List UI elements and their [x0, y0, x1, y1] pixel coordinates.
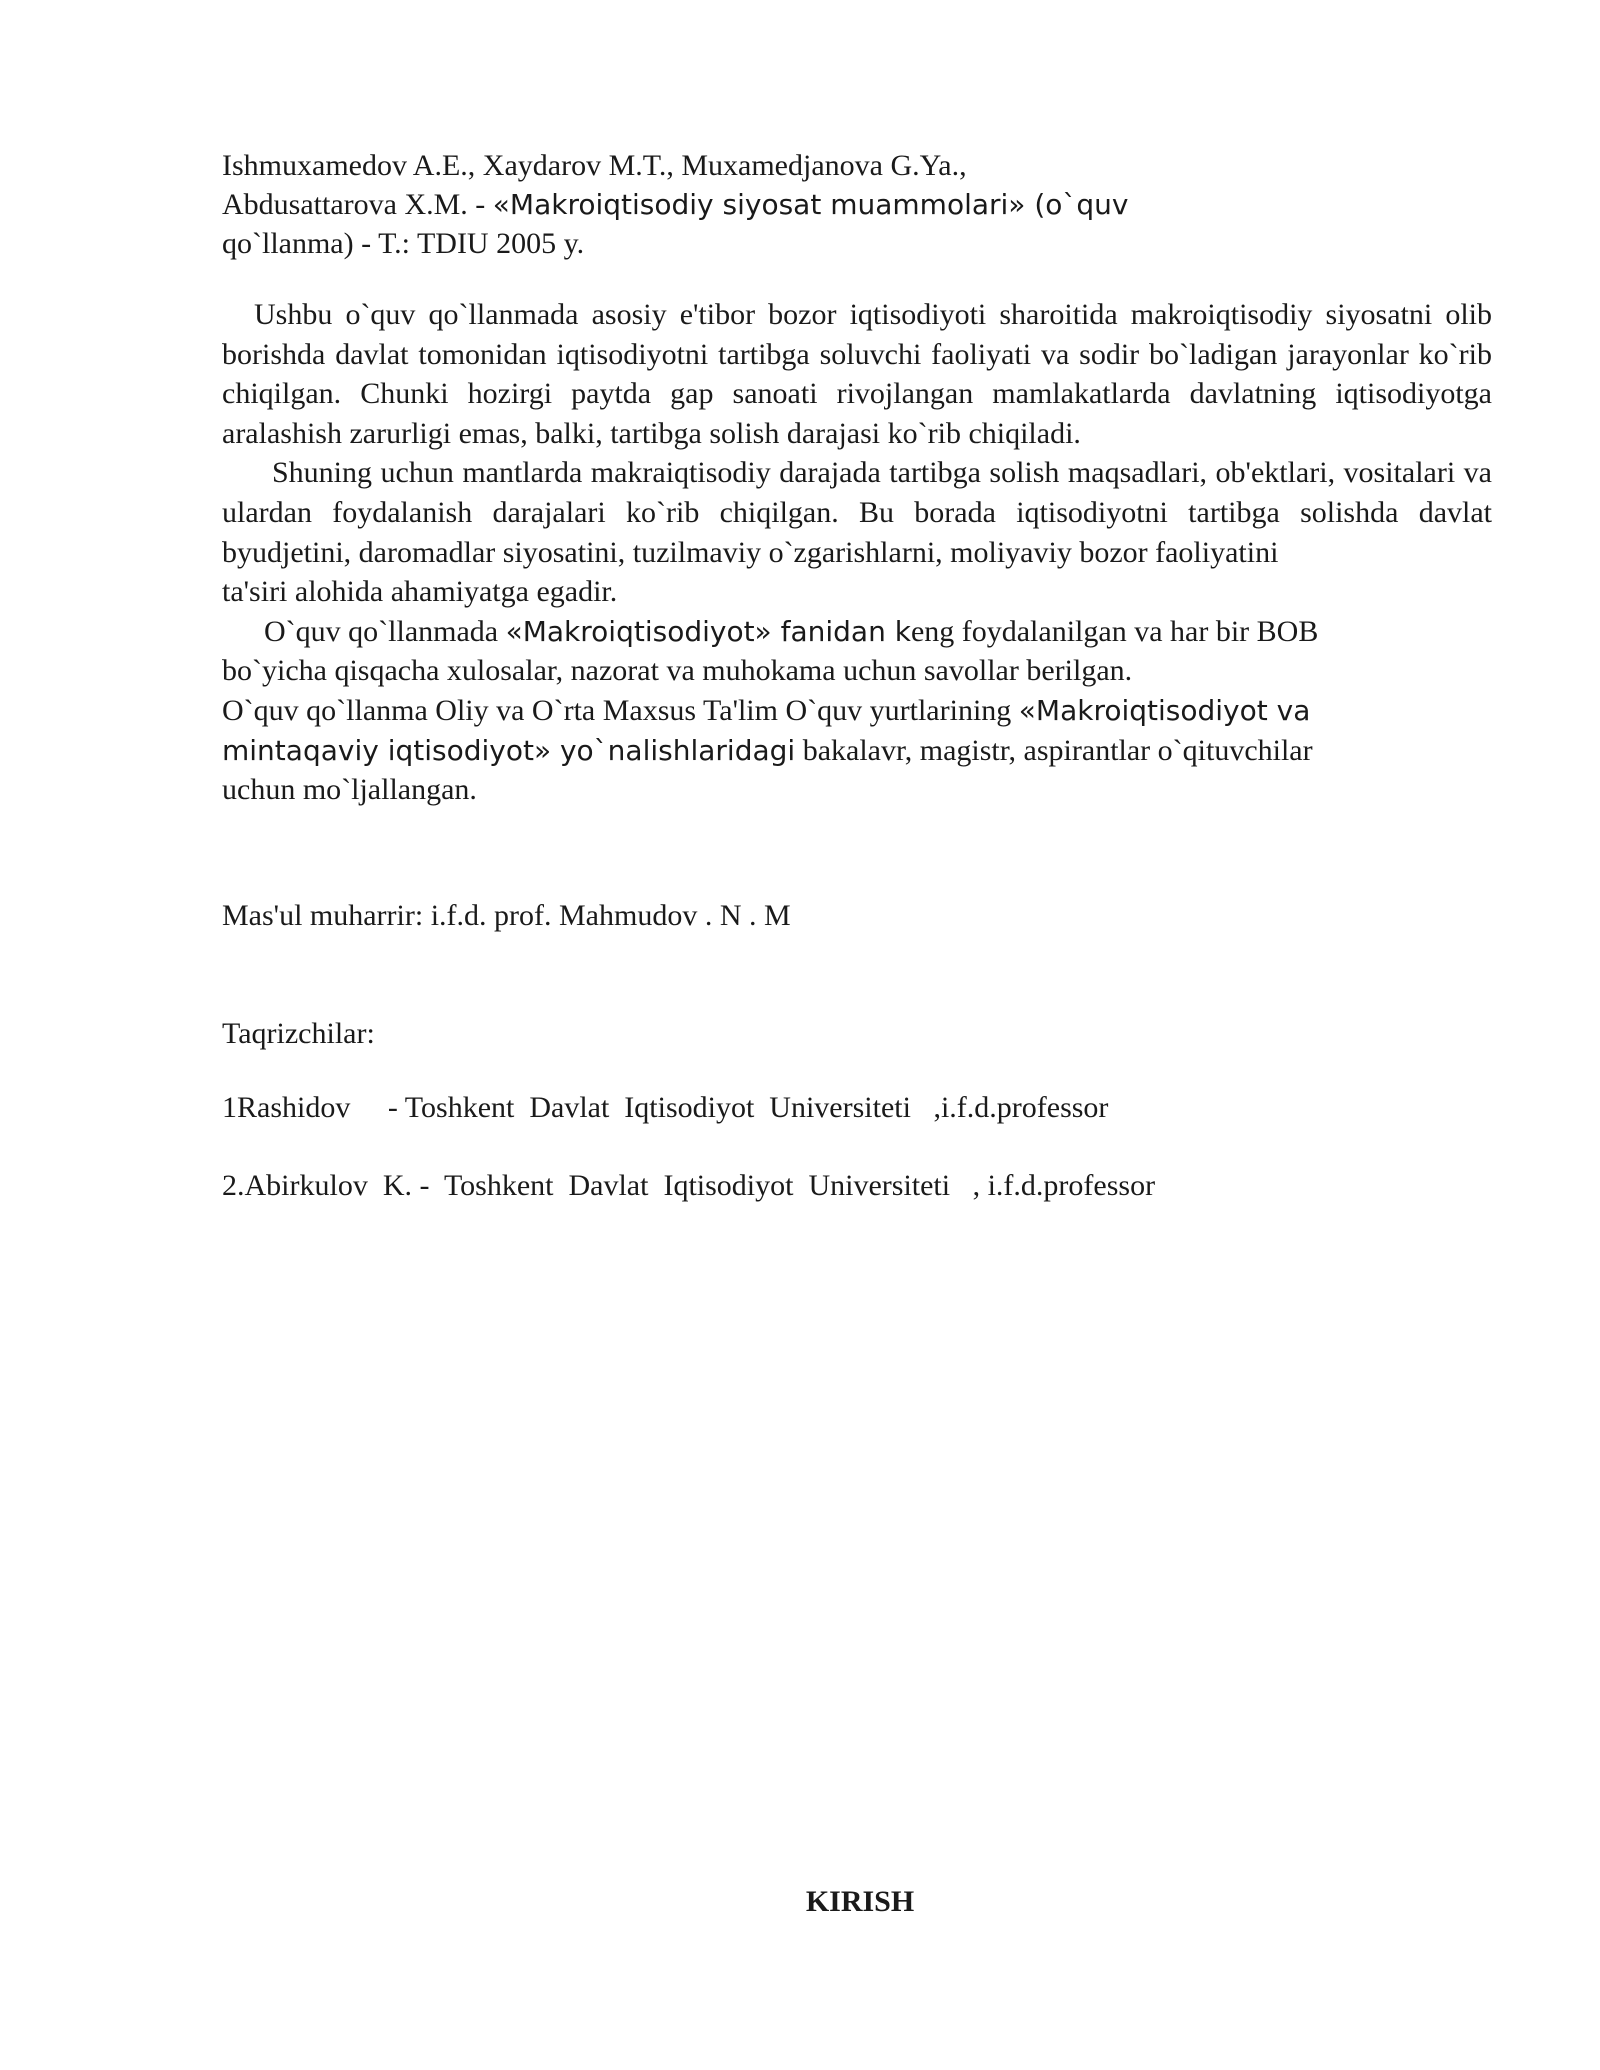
citation-last-author: Abdusattarova X.M. -: [222, 188, 493, 221]
reviewer-1: 1Rashidov - Toshkent Davlat Iqtisodiyot Universiteti ,i.f.d.professor: [222, 1090, 1109, 1124]
citation-authors-line-1: Ishmuxamedov A.E., Xaydarov M.T., Muxamedjanova G.Ya.,: [222, 149, 967, 182]
section-heading-text: KIRISH: [805, 1885, 915, 1918]
abstract-p4-start: O`quv qo`llanma Oliy va O`rta Maxsus Ta'lim O`quv yurtlarining: [222, 693, 1019, 727]
abstract-paragraph-4: [222, 691, 1492, 731]
document-page: [222, 146, 1492, 1206]
abstract-p3-start: O`quv qo`llanmada: [264, 614, 506, 648]
abstract-paragraph-3: [222, 612, 1492, 652]
abstract-paragraph-2: Shuning uchun mantlarda makraiqtisodiy darajada tartibga solish maqsadlari, ob'ektlari, vositalari va ulardan foydalanish darajalari ko`rib chiqilgan. Bu borada iqtisodiyotni tartibga solishda davlat byudjetini, daromadlar siyosatini, tuzilmaviy o`zgarishlarni, moliyaviy bozor faoliyatini: [222, 456, 1492, 569]
abstract-p3-course-name: «Makroiqtisodiyot» fanidan k: [505, 614, 911, 648]
reviewers-title: Taqrizchilar:: [222, 1016, 375, 1050]
abstract-paragraph-3-line-2: bo`yicha qisqacha xulosalar, nazorat va muhokama uchun savollar berilgan.: [222, 654, 1133, 688]
abstract-paragraph-4-line-3: uchun mo`ljallangan.: [222, 773, 477, 807]
abstract-p4-rest: bakalavr, magistr, aspirantlar o`qituvchilar: [795, 733, 1313, 767]
abstract-block: [222, 295, 1492, 810]
reviewer-2: 2.Abirkulov K. - Toshkent Davlat Iqtisodiyot Universiteti , i.f.d.professor: [222, 1168, 1156, 1202]
abstract-paragraph-4-line-2: [222, 731, 1492, 771]
abstract-paragraph-1: Ushbu o`quv qo`llanmada asosiy e'tibor bozor iqtisodiyoti sharoitida makroiqtisodiy siyosatni olib borishda davlat tomonidan iqtisodiyotni tartibga soluvchi faoliyati va sodir bo`ladigan jarayonlar ko`rib chiqilgan. Chunki hozirgi paytda gap sanoati rivojlangan mamlakatlarda davlatning iqtisodiyotga aralashish zarurligi emas, balki, tartibga solish darajasi ko`rib chiqiladi.: [222, 298, 1492, 450]
abstract-p4-program-name-cont: mintaqaviy iqtisodiyot» yo`nalishlaridagi: [222, 733, 796, 767]
abstract-paragraph-2-tail: ta'siri alohida ahamiyatga egadir.: [222, 575, 618, 609]
responsible-editor: Mas'ul muharrir: i.f.d. prof. Mahmudov . N . M: [222, 898, 791, 932]
abstract-p4-program-name: «Makroiqtisodiyot va: [1018, 693, 1311, 727]
section-heading-kirish: [0, 1882, 1600, 1922]
citation-book-title: «Makroiqtisodiy siyosat muammolari» (o`quv: [492, 188, 1129, 221]
citation-authors-line-2: [222, 185, 1492, 224]
citation-block: [222, 146, 1492, 263]
abstract-p3-rest: eng foydalanilgan va har bir BOB: [910, 614, 1319, 648]
citation-publication-line: qo`llanma) - T.: TDIU 2005 y.: [222, 227, 585, 260]
